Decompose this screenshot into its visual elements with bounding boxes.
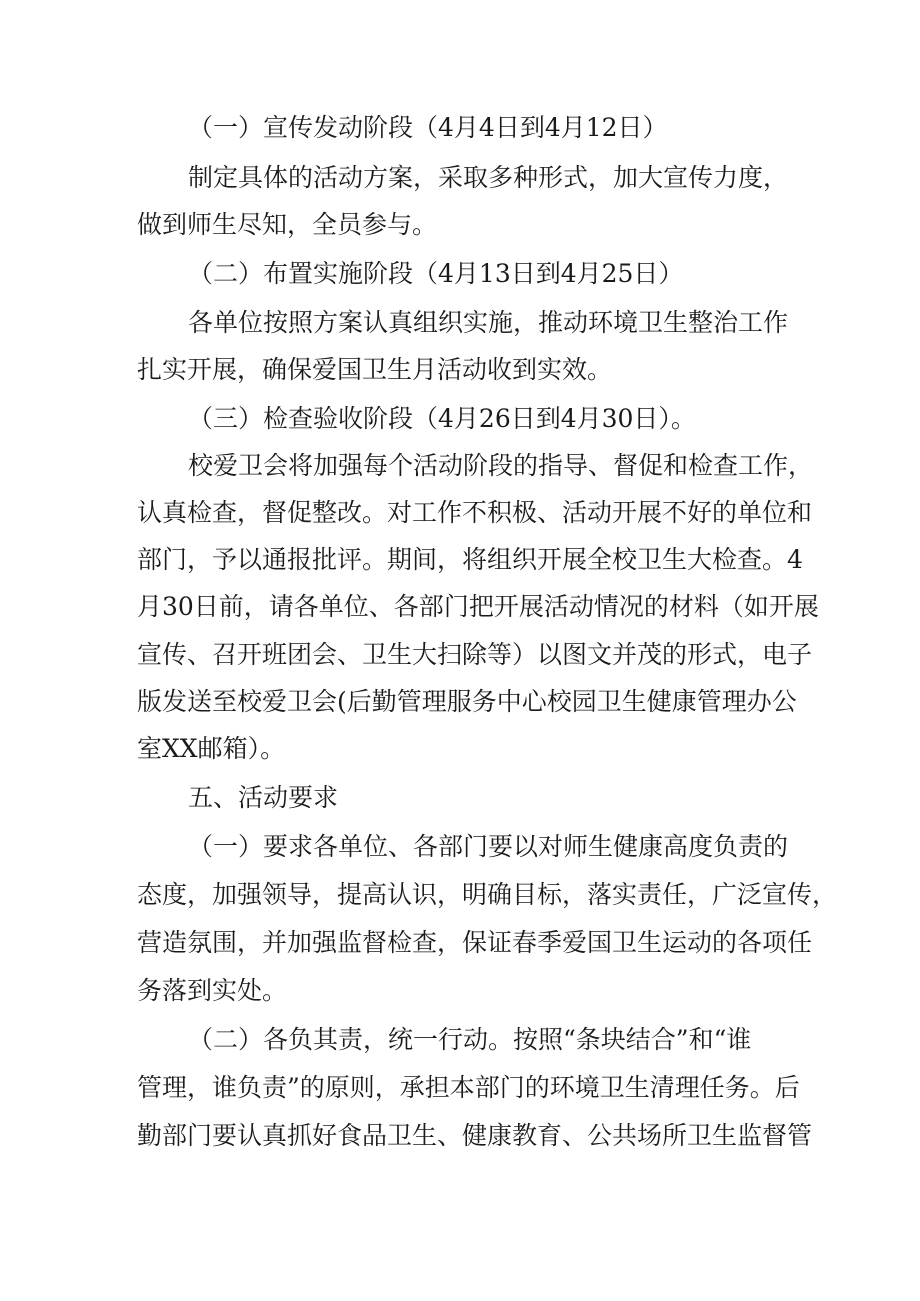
- requirement-two-line: （二）各负其责，统一行动。按照“条块结合”和“谁: [188, 1025, 752, 1054]
- stage-two-heading: （二）布置实施阶段（4月13日到4月25日）: [188, 259, 684, 288]
- paragraph-line: 版发送至校爱卫会(后勤管理服务中心校园卫生健康管理办公: [137, 687, 797, 716]
- paragraph-line: 校爱卫会将加强每个活动阶段的指导、督促和检查工作，: [188, 451, 814, 480]
- paragraph-line: 营造氛围，并加强监督检查，保证春季爱国卫生运动的各项任: [137, 928, 813, 957]
- paragraph-line: 勤部门要认真抓好食品卫生、健康教育、公共场所卫生监督管: [137, 1121, 813, 1150]
- section-five-heading: 五、活动要求: [188, 783, 339, 812]
- paragraph-line: 态度，加强领导，提高认识，明确目标，落实责任，广泛宣传，: [137, 880, 838, 909]
- paragraph-line: 管理，谁负责”的原则，承担本部门的环境卫生清理任务。后: [137, 1073, 800, 1102]
- paragraph-line: 室XX邮箱）。: [137, 734, 286, 763]
- paragraph-line: 制定具体的活动方案，采取多种形式，加大宣传力度，: [188, 163, 789, 192]
- paragraph-line: 认真检查，督促整改。对工作不积极、活动开展不好的单位和: [137, 498, 813, 527]
- stage-three-heading: （三）检查验收阶段（4月26日到4月30日）。: [188, 404, 696, 433]
- paragraph-line: 各单位按照方案认真组织实施，推动环境卫生整治工作: [188, 308, 789, 337]
- paragraph-line: 做到师生尽知，全员参与。: [137, 210, 438, 239]
- paragraph-line: 扎实开展，确保爱国卫生月活动收到实效。: [137, 355, 613, 384]
- requirement-one-line: （一）要求各单位、各部门要以对师生健康高度负责的: [188, 832, 789, 861]
- paragraph-line: 部门，予以通报批评。期间，将组织开展全校卫生大检查。4: [137, 545, 803, 574]
- paragraph-line: 宣传、召开班团会、卫生大扫除等）以图文并茂的形式，电子: [137, 640, 813, 669]
- stage-one-heading: （一）宣传发动阶段（4月4日到4月12日）: [188, 113, 668, 142]
- paragraph-line: 务落到实处。: [137, 976, 288, 1005]
- paragraph-line: 月30日前，请各单位、各部门把开展活动情况的材料（如开展: [137, 592, 819, 621]
